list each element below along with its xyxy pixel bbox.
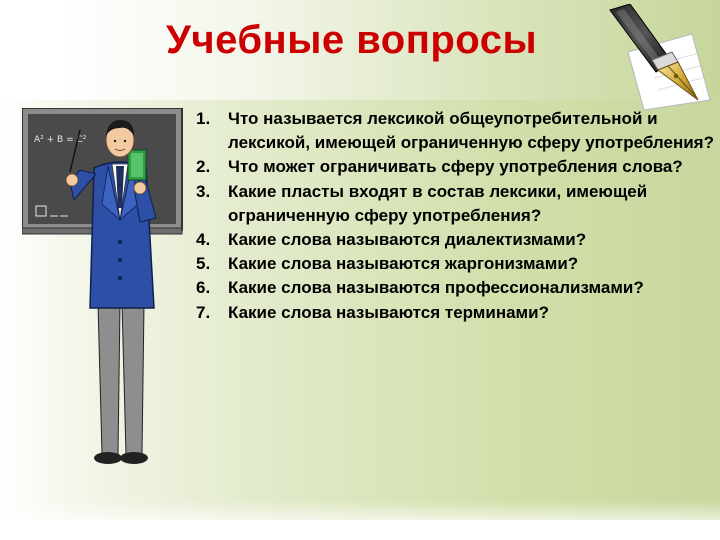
teacher-at-blackboard-illustration	[22, 108, 192, 488]
question-number: 7.	[196, 302, 211, 322]
question-number: 2.	[196, 157, 211, 177]
question-number: 5.	[196, 254, 211, 274]
questions-list	[196, 107, 716, 325]
question-text: Что может ограничивать сферу употребления слова?	[228, 157, 683, 177]
question-item-1	[196, 107, 716, 155]
question-text: Какие слова называются профессионализмами?	[228, 278, 644, 298]
question-item-5	[196, 252, 716, 276]
question-text: Какие слова называются терминами?	[228, 302, 549, 322]
question-number: 6.	[196, 278, 211, 298]
footer-fade	[0, 500, 720, 540]
slide-title: Учебные вопросы	[166, 18, 538, 62]
question-text: Какие слова называются диалектизмами?	[228, 230, 587, 250]
question-text: Какие слова называются жаргонизмами?	[228, 254, 579, 274]
fountain-pen-icon	[600, 4, 720, 112]
question-number: 3.	[196, 181, 211, 201]
question-text: Какие пласты входят в состав лексики, имеющей ограниченную сферу употребления?	[228, 181, 648, 225]
question-item-2	[196, 155, 716, 179]
question-item-4	[196, 228, 716, 252]
question-item-7	[196, 301, 716, 325]
svg-text:A² + B = C²: A² + B = C²	[34, 135, 87, 145]
question-item-3	[196, 180, 716, 228]
question-item-6	[196, 276, 716, 300]
question-text: Что называется лексикой общеупотребительной и лексикой, имеющей ограниченную сферу употребления?	[228, 109, 714, 153]
question-number: 1.	[196, 109, 211, 128]
question-number: 4.	[196, 230, 211, 250]
